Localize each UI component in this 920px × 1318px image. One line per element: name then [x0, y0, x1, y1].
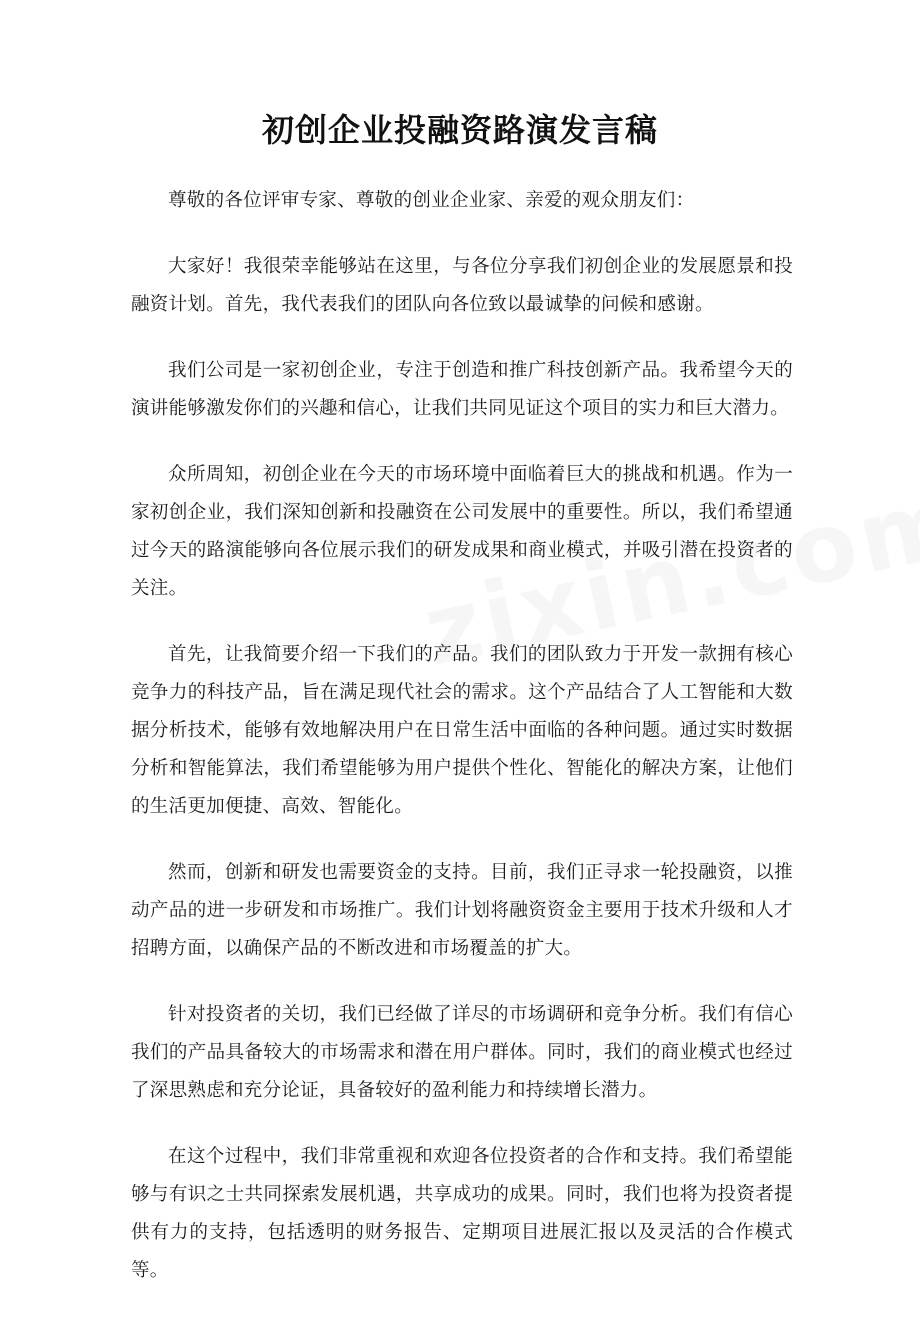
paragraph-greeting: 大家好！我很荣幸能够站在这里，与各位分享我们初创企业的发展愿景和投融资计划。首先，我代表我们的团队向各位致以最诚挚的问候和感谢。 [131, 256, 793, 315]
document-title: 初创企业投融资路演发言稿 [261, 111, 658, 149]
paragraph-product: 首先，让我简要介绍一下我们的产品。我们的团队致力于开发一款拥有核心竞争力的科技产品，旨在满足现代社会的需求。这个产品结合了人工智能和大数据分析技术，能够有效地解决用户在日常生活中面临的各种问题。通过实时数据分析和智能算法，我们希望能够为用户提供个性化、智能化的解决方案，让他们的生活更加便捷、高效、智能化。 [131, 644, 793, 817]
paragraph-company-intro: 我们公司是一家初创企业，专注于创造和推广科技创新产品。我希望今天的演讲能够激发你们的兴趣和信心，让我们共同见证这个项目的实力和巨大潜力。 [131, 360, 793, 419]
paragraph-salutation: 尊敬的各位评审专家、尊敬的创业企业家、亲爱的观众朋友们： [168, 190, 695, 211]
paragraph-market-research: 针对投资者的关切，我们已经做了详尽的市场调研和竞争分析。我们有信心我们的产品具备较大的市场需求和潜在用户群体。同时，我们的商业模式也经过了深思熟虑和充分论证，具备较好的盈利能力和持续增长潜力。 [131, 1004, 793, 1101]
paragraph-funding: 然而，创新和研发也需要资金的支持。目前，我们正寻求一轮投融资，以推动产品的进一步研发和市场推广。我们计划将融资资金主要用于技术升级和人才招聘方面，以确保产品的不断改进和市场覆盖的扩大。 [131, 862, 793, 959]
paragraph-market-context: 众所周知，初创企业在今天的市场环境中面临着巨大的挑战和机遇。作为一家初创企业，我们深知创新和投融资在公司发展中的重要性。所以，我们希望通过今天的路演能够向各位展示我们的研发成果和商业模式，并吸引潜在投资者的关注。 [131, 464, 793, 599]
document-body [131, 182, 793, 1318]
paragraph-cooperation: 在这个过程中，我们非常重视和欢迎各位投资者的合作和支持。我们希望能够与有识之士共同探索发展机遇，共享成功的成果。同时，我们也将为投资者提供有力的支持，包括透明的财务报告、定期项目进展汇报以及灵活的合作模式等。 [131, 1146, 793, 1281]
